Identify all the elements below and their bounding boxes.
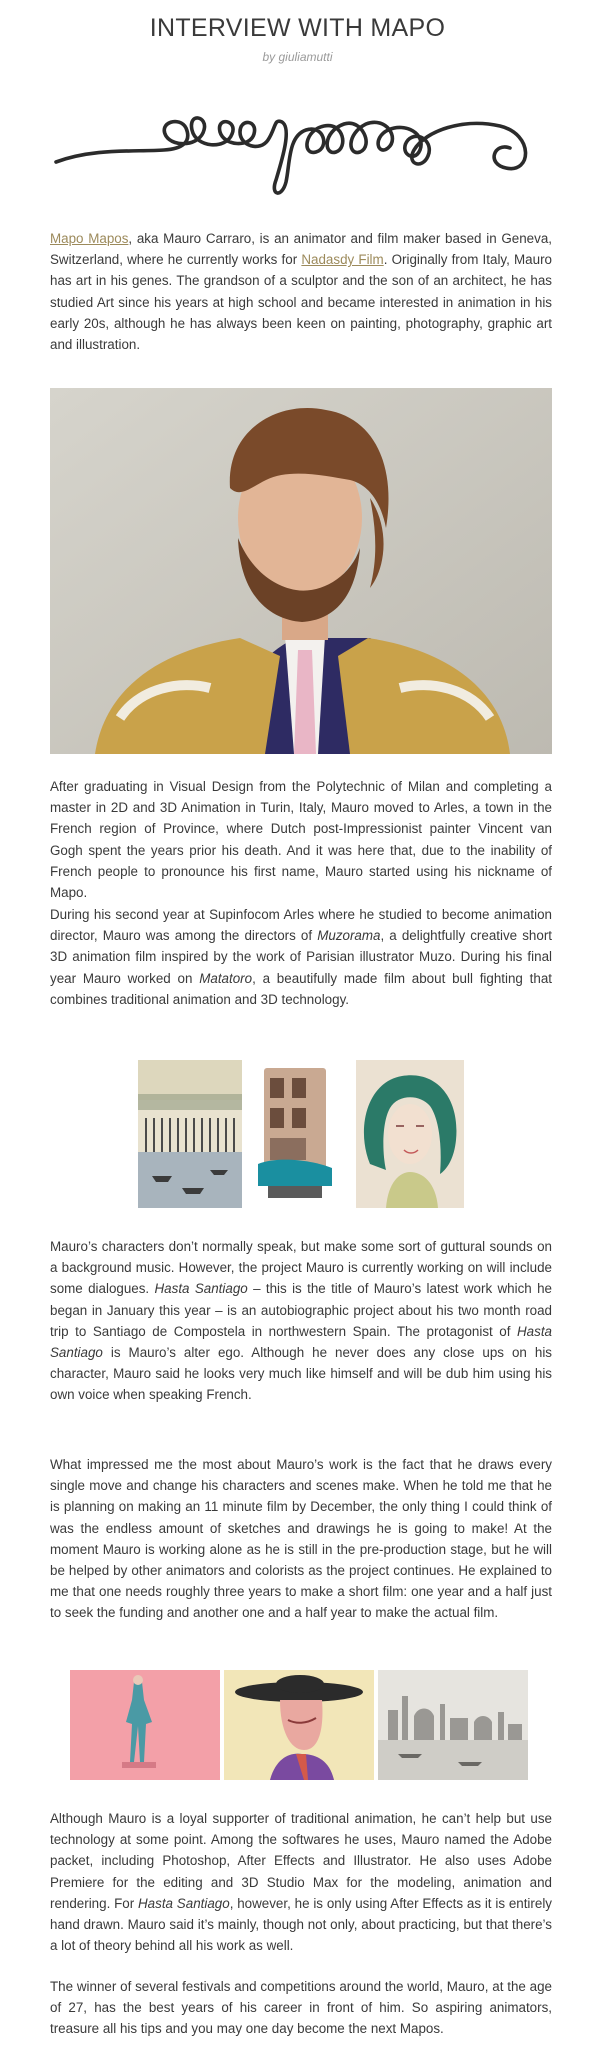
paragraph-technology <box>50 1808 552 1956</box>
illustration-pink-figure <box>70 1670 220 1780</box>
supinfocom-text-3: , a beautifully made film about bull fighting that combines traditional animation and 3D technology. <box>50 970 553 1007</box>
portrait-photo <box>50 388 552 754</box>
paragraph-education: After graduating in Visual Design from the Polytechnic of Milan and completing a master in 2D and 3D Animation in Turin, Italy, Mauro moved to Arles, a town in the French region of Province, where Dutch post-Impressionist painter Vincent van Gogh spent the years prior his death. And it was here that, due to the inability of French people to pronounce his first name, Mauro started using his nickname of Mapo. <box>50 779 552 901</box>
characters-text-3: is Mauro’s alter ego. Although he never does any close ups on his character, Mauro said he looks very much like himself and will be dub him using his own voice when speaking French. <box>50 1345 552 1403</box>
illustration-harbor <box>138 1060 242 1208</box>
illustration-woman <box>356 1060 464 1208</box>
supinfocom-text-2: , a delightfully creative short 3D animation film inspired by the work of Parisian illustrator Muzo. During his final year Mauro worked on <box>50 928 553 986</box>
illustration-sombrero-man <box>224 1670 374 1780</box>
film-title-hasta-santiago: Hasta Santiago <box>154 1281 248 1297</box>
paragraph-conclusion: The winner of several festivals and competitions around the world, Mauro, at the age of 27, has the best years of his career in front of him. So aspiring animators, treasure all his tips and you may one day become the next Mapos. <box>50 1979 552 2037</box>
illustration-building <box>258 1064 332 1210</box>
intro-text-2: . Originally from Italy, Mauro has art in his genes. The grandson of a sculptor and the son of an architect, he has studied Art since his years at high school and became interested in animation in his early 20s, although he has always been keen on painting, photography, graphic art and illustration. <box>50 252 552 353</box>
link-mapo-mapos[interactable]: Mapo Mapos <box>50 231 129 246</box>
film-title-hasta-santiago-3: Hasta Santiago <box>138 1895 230 1911</box>
film-title-hasta-santiago-2: Hasta Santiago <box>50 1323 552 1361</box>
characters-text-1: Mauro’s characters don’t normally speak, but make some sort of guttural sounds on a background music. However, the project Mauro is currently working on will include some dialogues. <box>50 1239 552 1297</box>
paragraph-supinfocom <box>50 904 552 1010</box>
film-title-muzorama: Muzorama <box>317 928 381 944</box>
technology-text-1: Although Mauro is a loyal supporter of traditional animation, he can’t help but use technology at some point. Among the softwares he uses, Mauro named the Adobe packet, including Photoshop, After Effects and Illustrator. He also uses Adobe Premiere for the editing and 3D Studio Max for the modeling, animation and rendering. For <box>50 1811 552 1911</box>
film-title-matatoro: Matatoro <box>199 970 253 986</box>
paragraph-process: What impressed me the most about Mauro’s work is the fact that he draws every single move and change his characters and scenes make. When he told me that he is planning on making an 11 minute film by December, the only thing I could think of was the endless amount of sketches and drawings he is going to make! At the moment Mauro is working alone as he is still in the pre-production stage, but he will be helped by other animators and colorists as the project continues. He explained to me that one needs roughly three years to make a short film: one year and a half just to seek the funding and another one and a half year to make the actual film. <box>50 1457 552 1621</box>
link-nadasdy-film[interactable]: Nadasdy Film <box>301 252 384 268</box>
illustration-venice-skyline <box>378 1670 528 1780</box>
article-byline[interactable]: by giuliamutti <box>262 50 333 64</box>
technology-text-2: , however, he is only using After Effects as it is entirely hand drawn. Mauro said it’s mainly, though not only, about practicing, but that there’s a lot of theory behind all his work as well. <box>50 1895 552 1954</box>
intro-text-1: , aka Mauro Carraro, is an animator and film maker based in Geneva, Switzerland, where he currently works for <box>50 231 552 268</box>
mapo-signature-logo <box>54 90 540 200</box>
characters-text-2: – this is the title of Mauro’s latest work which he began in January this year – is an autobiographic project about his two month road trip to Santiago de Compostela in northwestern Spain. The protagonist of <box>50 1281 552 1339</box>
supinfocom-text-1: During his second year at Supinfocom Arles where he studied to become animation director, Mauro was among the directors of <box>50 907 552 944</box>
paragraph-characters <box>50 1236 552 1406</box>
paragraph-intro <box>50 228 552 355</box>
article-title: INTERVIEW WITH MAPO <box>149 14 446 42</box>
